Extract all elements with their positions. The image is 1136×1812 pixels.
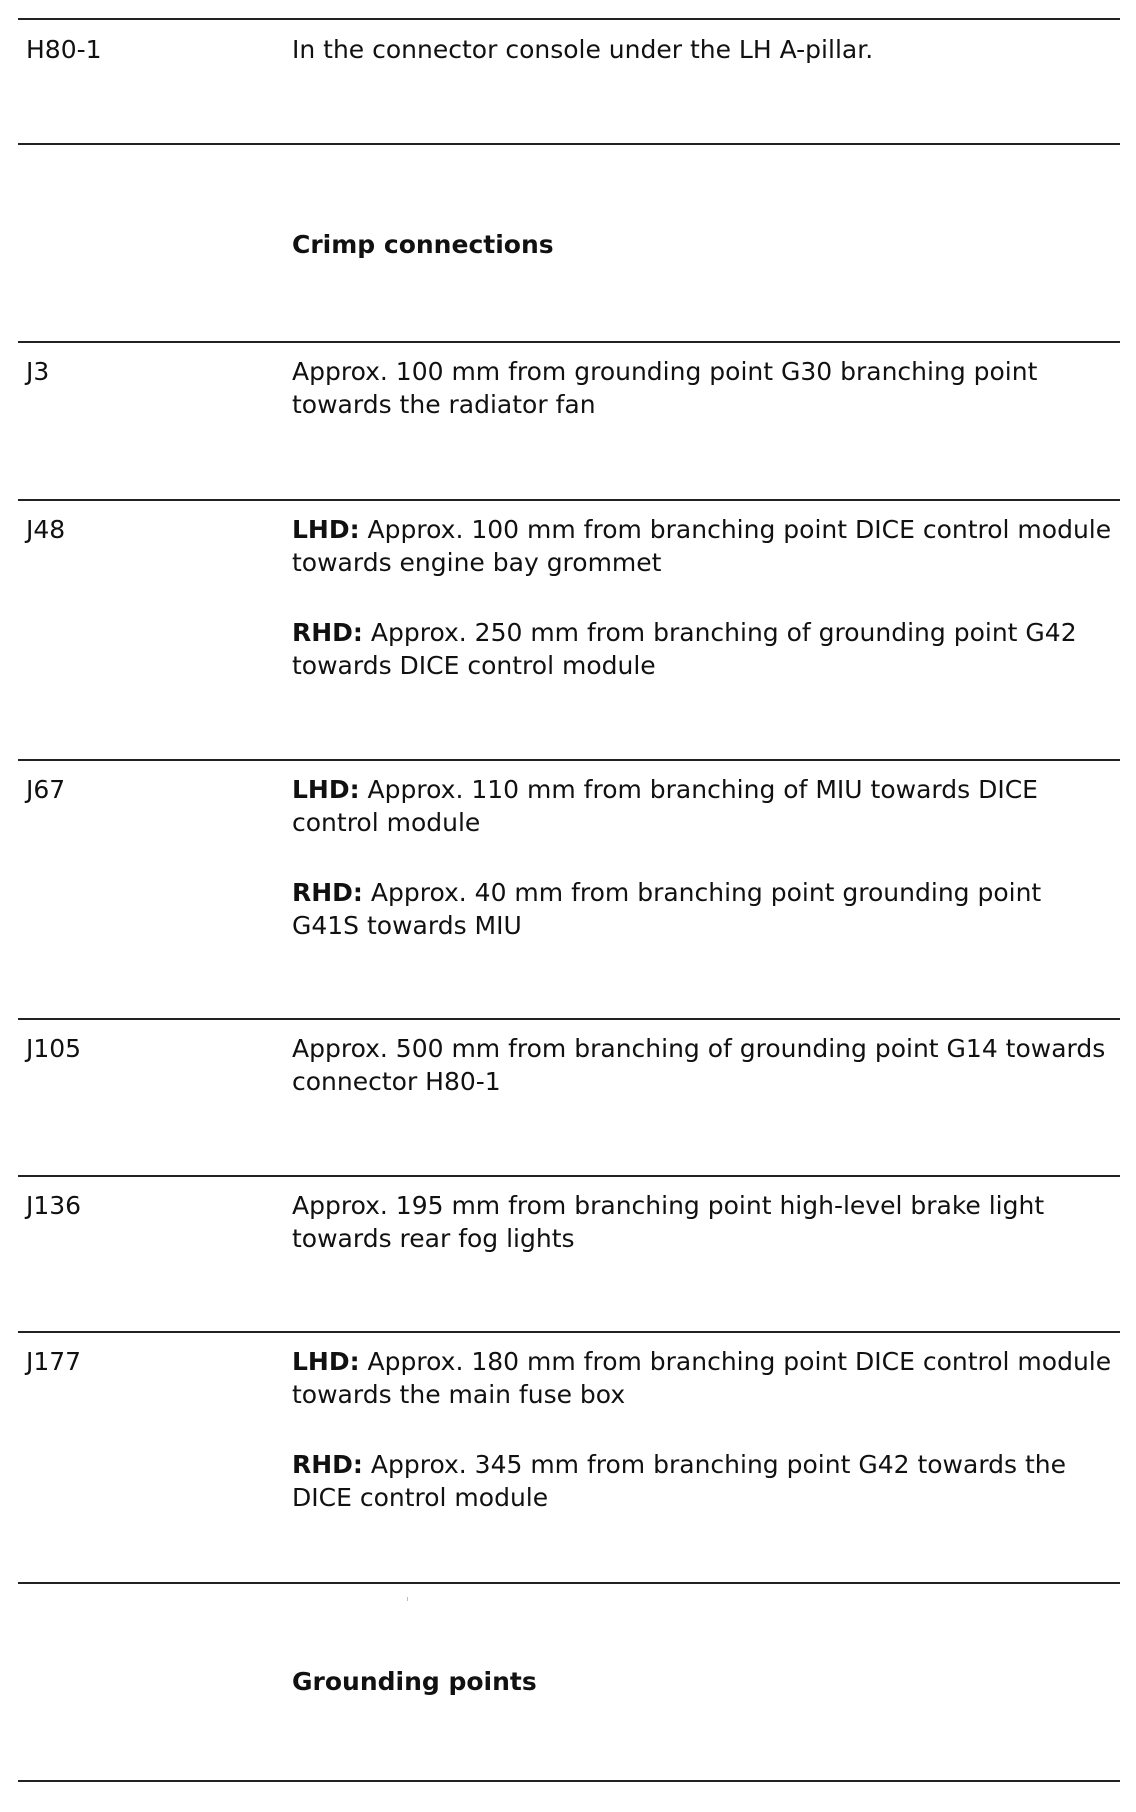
- crimp-id: J136: [26, 1191, 82, 1220]
- rhd-label: RHD:: [292, 878, 363, 907]
- section-heading-crimp: Crimp connections: [292, 230, 554, 259]
- table-rule: [18, 143, 1120, 145]
- table-rule: [18, 1018, 1120, 1020]
- scan-mark: [407, 1597, 408, 1601]
- lhd-label: LHD:: [292, 775, 360, 804]
- rhd-text: Approx. 345 mm from branching point G42 towards the DICE control module: [292, 1450, 1067, 1512]
- table-rule: [18, 341, 1120, 343]
- crimp-id: J48: [26, 515, 66, 544]
- lhd-text: Approx. 100 mm from branching point DICE control module towards engine bay grommet: [292, 515, 1112, 577]
- connector-id: H80-1: [26, 35, 102, 64]
- table-rule: [18, 1331, 1120, 1333]
- rhd-label: RHD:: [292, 618, 363, 647]
- crimp-location-rhd: [292, 616, 1112, 682]
- connector-location: In the connector console under the LH A-pillar.: [292, 35, 874, 64]
- crimp-location: Approx. 500 mm from branching of grounding point G14 towards connector H80-1: [292, 1034, 1106, 1096]
- lhd-label: LHD:: [292, 515, 360, 544]
- crimp-location: Approx. 100 mm from grounding point G30 branching point towards the radiator fan: [292, 357, 1038, 419]
- crimp-location-lhd: [292, 773, 1112, 839]
- crimp-id: J105: [26, 1034, 82, 1063]
- crimp-location-rhd: [292, 876, 1112, 942]
- rhd-text: Approx. 40 mm from branching point grounding point G41S towards MIU: [292, 878, 1042, 940]
- table-rule: [18, 1175, 1120, 1177]
- crimp-id: J3: [26, 357, 50, 386]
- lhd-text: Approx. 110 mm from branching of MIU towards DICE control module: [292, 775, 1038, 837]
- section-heading-grounding: Grounding points: [292, 1667, 537, 1696]
- lhd-label: LHD:: [292, 1347, 360, 1376]
- table-rule: [18, 18, 1120, 20]
- table-rule: [18, 499, 1120, 501]
- rhd-text: Approx. 250 mm from branching of grounding point G42 towards DICE control module: [292, 618, 1077, 680]
- crimp-location-lhd: [292, 513, 1112, 579]
- table-rule: [18, 1780, 1120, 1782]
- crimp-location: Approx. 195 mm from branching point high-level brake light towards rear fog lights: [292, 1191, 1045, 1253]
- crimp-id: J67: [26, 775, 66, 804]
- table-rule: [18, 1582, 1120, 1584]
- rhd-label: RHD:: [292, 1450, 363, 1479]
- crimp-location-lhd: [292, 1345, 1112, 1411]
- crimp-location-rhd: [292, 1448, 1112, 1514]
- crimp-id: J177: [26, 1347, 82, 1376]
- lhd-text: Approx. 180 mm from branching point DICE control module towards the main fuse box: [292, 1347, 1112, 1409]
- table-rule: [18, 759, 1120, 761]
